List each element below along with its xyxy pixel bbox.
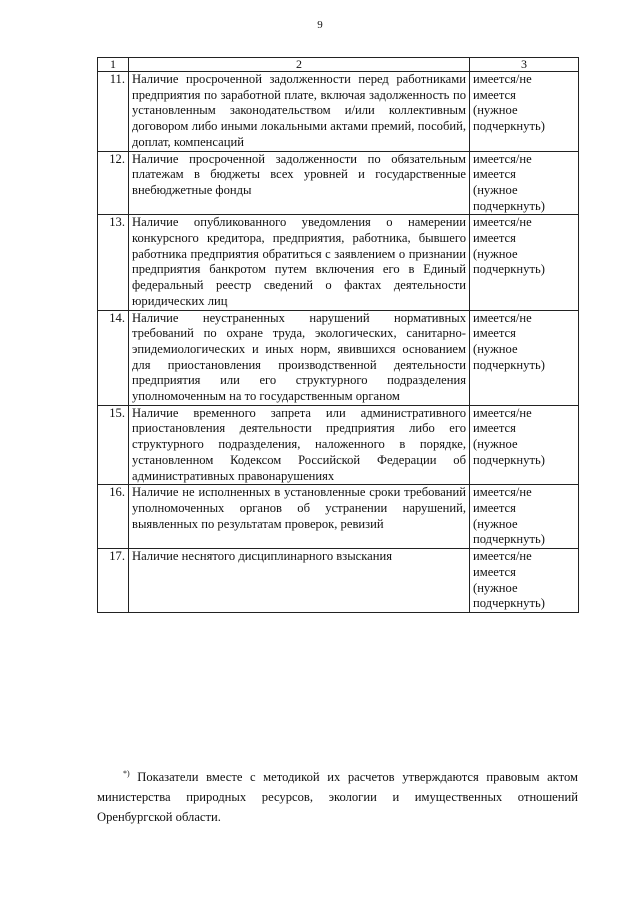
answer-line: (нужное — [473, 182, 518, 197]
column-header-1: 1 — [98, 58, 129, 72]
table-row — [98, 72, 579, 152]
indicator-answer — [470, 310, 579, 405]
answer-line: подчеркнуть) — [473, 452, 545, 467]
answer-line: имеется — [473, 326, 516, 341]
indicator-answer — [470, 215, 579, 310]
indicator-description: Наличие не исполненных в установленные сроки требований уполномоченных органов об устранении нарушений, выявленных по результатам проверок, ревизий — [129, 485, 470, 549]
indicator-answer — [470, 151, 579, 215]
table-row — [98, 215, 579, 310]
indicator-answer — [470, 485, 579, 549]
answer-line: подчеркнуть) — [473, 532, 545, 547]
table-row — [98, 485, 579, 549]
indicator-description: Наличие опубликованного уведомления о намерении конкурсного кредитора, предприятия, работника, бывшего работника предприятия обратиться с заявлением о признании предприятия банкротом путем включения его в Единый федеральный реестр сведений о фактах деятельности юридических лиц — [129, 215, 470, 310]
answer-line: имеется — [473, 500, 516, 515]
table-row — [98, 405, 579, 485]
answer-line: подчеркнуть) — [473, 262, 545, 277]
row-number: 12. — [98, 151, 129, 215]
answer-line: имеется/не — [473, 549, 532, 564]
footnote — [97, 764, 578, 827]
indicator-answer — [470, 405, 579, 485]
answer-line: (нужное — [473, 103, 518, 118]
indicator-description: Наличие неустраненных нарушений нормативных требований по охране труда, экологических, санитарно-эпидемиологических и иных норм, явившихся основанием для приостановления производственной деятельности предприятия или его структурного подразделения уполномоченным на то государственным органом — [129, 310, 470, 405]
answer-line: подчеркнуть) — [473, 198, 545, 213]
answer-line: имеется/не — [473, 310, 532, 325]
answer-line: (нужное — [473, 246, 518, 261]
answer-line: подчеркнуть) — [473, 119, 545, 134]
answer-line: имеется/не — [473, 151, 532, 166]
answer-line: (нужное — [473, 341, 518, 356]
table-row — [98, 549, 579, 613]
row-number: 13. — [98, 215, 129, 310]
answer-line: (нужное — [473, 580, 518, 595]
column-header-2: 2 — [129, 58, 470, 72]
answer-line: подчеркнуть) — [473, 596, 545, 611]
answer-line: имеется — [473, 167, 516, 182]
footnote-text: Показатели вместе с методикой их расчетов утверждаются правовым актом министерства природных ресурсов, экологии и имущественных отношений Оренбургской области. — [97, 770, 578, 824]
row-number: 16. — [98, 485, 129, 549]
answer-line: имеется — [473, 564, 516, 579]
indicators-table — [97, 57, 579, 613]
answer-line: имеется — [473, 87, 516, 102]
row-number: 17. — [98, 549, 129, 613]
answer-line: имеется/не — [473, 485, 532, 500]
answer-line: имеется/не — [473, 405, 532, 420]
answer-line: подчеркнуть) — [473, 357, 545, 372]
indicator-description: Наличие временного запрета или административного приостановления деятельности предприятия либо его структурного подразделения, наложенного в порядке, установленном Кодексом Российской Федерации об административных правонарушениях — [129, 405, 470, 485]
answer-line: имеется/не — [473, 72, 532, 86]
indicator-description: Наличие просроченной задолженности по обязательным платежам в бюджеты всех уровней и государственные внебюджетные фонды — [129, 151, 470, 215]
answer-line: (нужное — [473, 437, 518, 452]
table-header-row — [98, 58, 579, 72]
row-number: 14. — [98, 310, 129, 405]
answer-line: имеется — [473, 421, 516, 436]
row-number: 15. — [98, 405, 129, 485]
table-row — [98, 151, 579, 215]
page-number: 9 — [317, 19, 323, 31]
row-number: 11. — [98, 72, 129, 152]
table-row — [98, 310, 579, 405]
column-header-3: 3 — [470, 58, 579, 72]
footnote-mark: *) — [123, 769, 130, 778]
indicator-answer — [470, 72, 579, 152]
indicator-description: Наличие неснятого дисциплинарного взыскания — [129, 549, 470, 613]
indicator-description: Наличие просроченной задолженности перед работниками предприятия по заработной плате, включая задолженность по установленным законодательством и/или коллективным договором либо иными локальными актами премий, пособий, доплат, компенсаций — [129, 72, 470, 152]
answer-line: имеется/не — [473, 215, 532, 230]
answer-line: имеется — [473, 231, 516, 246]
indicator-answer — [470, 549, 579, 613]
answer-line: (нужное — [473, 516, 518, 531]
